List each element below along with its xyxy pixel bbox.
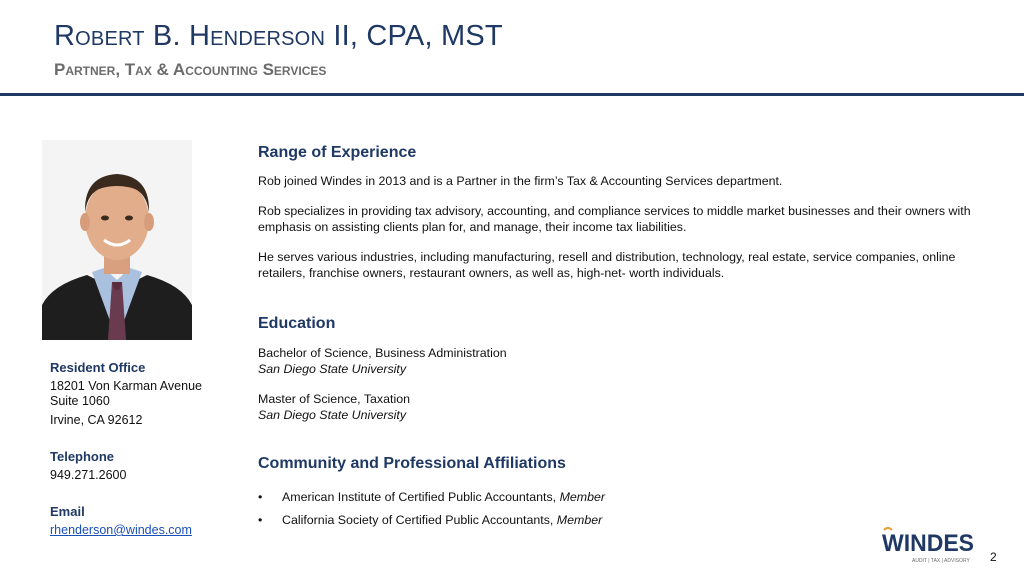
telephone-label: Telephone	[50, 449, 115, 464]
degree-name: Master of Science, Taxation	[258, 392, 410, 406]
experience-paragraph: He serves various industries, including manufacturing, resell and distribution, technology, real estate, service companies, online retailers, franchise owners, restaurant owners, as well as, high-net- worth individuals.	[258, 250, 956, 280]
experience-paragraph: Rob specializes in providing tax advisory, accounting, and compliance services to middle market businesses and their owners with emphasis on assisting clients plan for, and manage, their income tax liabilities.	[258, 204, 971, 234]
profile-photo	[42, 140, 192, 340]
affiliation-item	[258, 490, 605, 504]
windes-logo	[882, 524, 978, 564]
address-line-2: Suite 1060	[50, 394, 110, 408]
degree-entry	[258, 345, 507, 377]
education-heading: Education	[258, 315, 336, 332]
page-title: Robert B. Henderson II, CPA, MST	[54, 20, 503, 52]
affiliation-org: California Society of Certified Public Accountants,	[282, 513, 557, 527]
affiliations-heading: Community and Professional Affiliations	[258, 455, 566, 472]
affiliation-item	[258, 513, 602, 527]
affiliation-role: Member	[556, 513, 603, 527]
degree-name: Bachelor of Science, Business Administration	[258, 346, 507, 360]
page-number: 2	[990, 550, 997, 564]
degree-school: San Diego State University	[258, 408, 407, 422]
bullet-icon: •	[258, 490, 263, 504]
page-subtitle: Partner, Tax & Accounting Services	[54, 60, 327, 79]
address-line-3: Irvine, CA 92612	[50, 413, 143, 427]
affiliation-role: Member	[559, 490, 606, 504]
resident-office-label: Resident Office	[50, 360, 146, 375]
affiliation-org: American Institute of Certified Public Accountants,	[282, 490, 560, 504]
experience-heading: Range of Experience	[258, 144, 417, 161]
header-divider	[0, 93, 1024, 96]
bullet-icon: •	[258, 513, 263, 527]
experience-paragraph: Rob joined Windes in 2013 and is a Partner in the firm’s Tax & Accounting Services department.	[258, 174, 783, 188]
email-label: Email	[50, 504, 85, 519]
degree-entry	[258, 391, 410, 423]
logo-tagline: AUDIT | TAX | ADVISORY	[912, 558, 970, 564]
address-line-1: 18201 Von Karman Avenue	[50, 379, 202, 393]
email-link[interactable]: rhenderson@windes.com	[50, 523, 192, 537]
telephone-value: 949.271.2600	[50, 468, 127, 482]
logo-wordmark: WINDES	[882, 530, 974, 557]
degree-school: San Diego State University	[258, 362, 407, 376]
